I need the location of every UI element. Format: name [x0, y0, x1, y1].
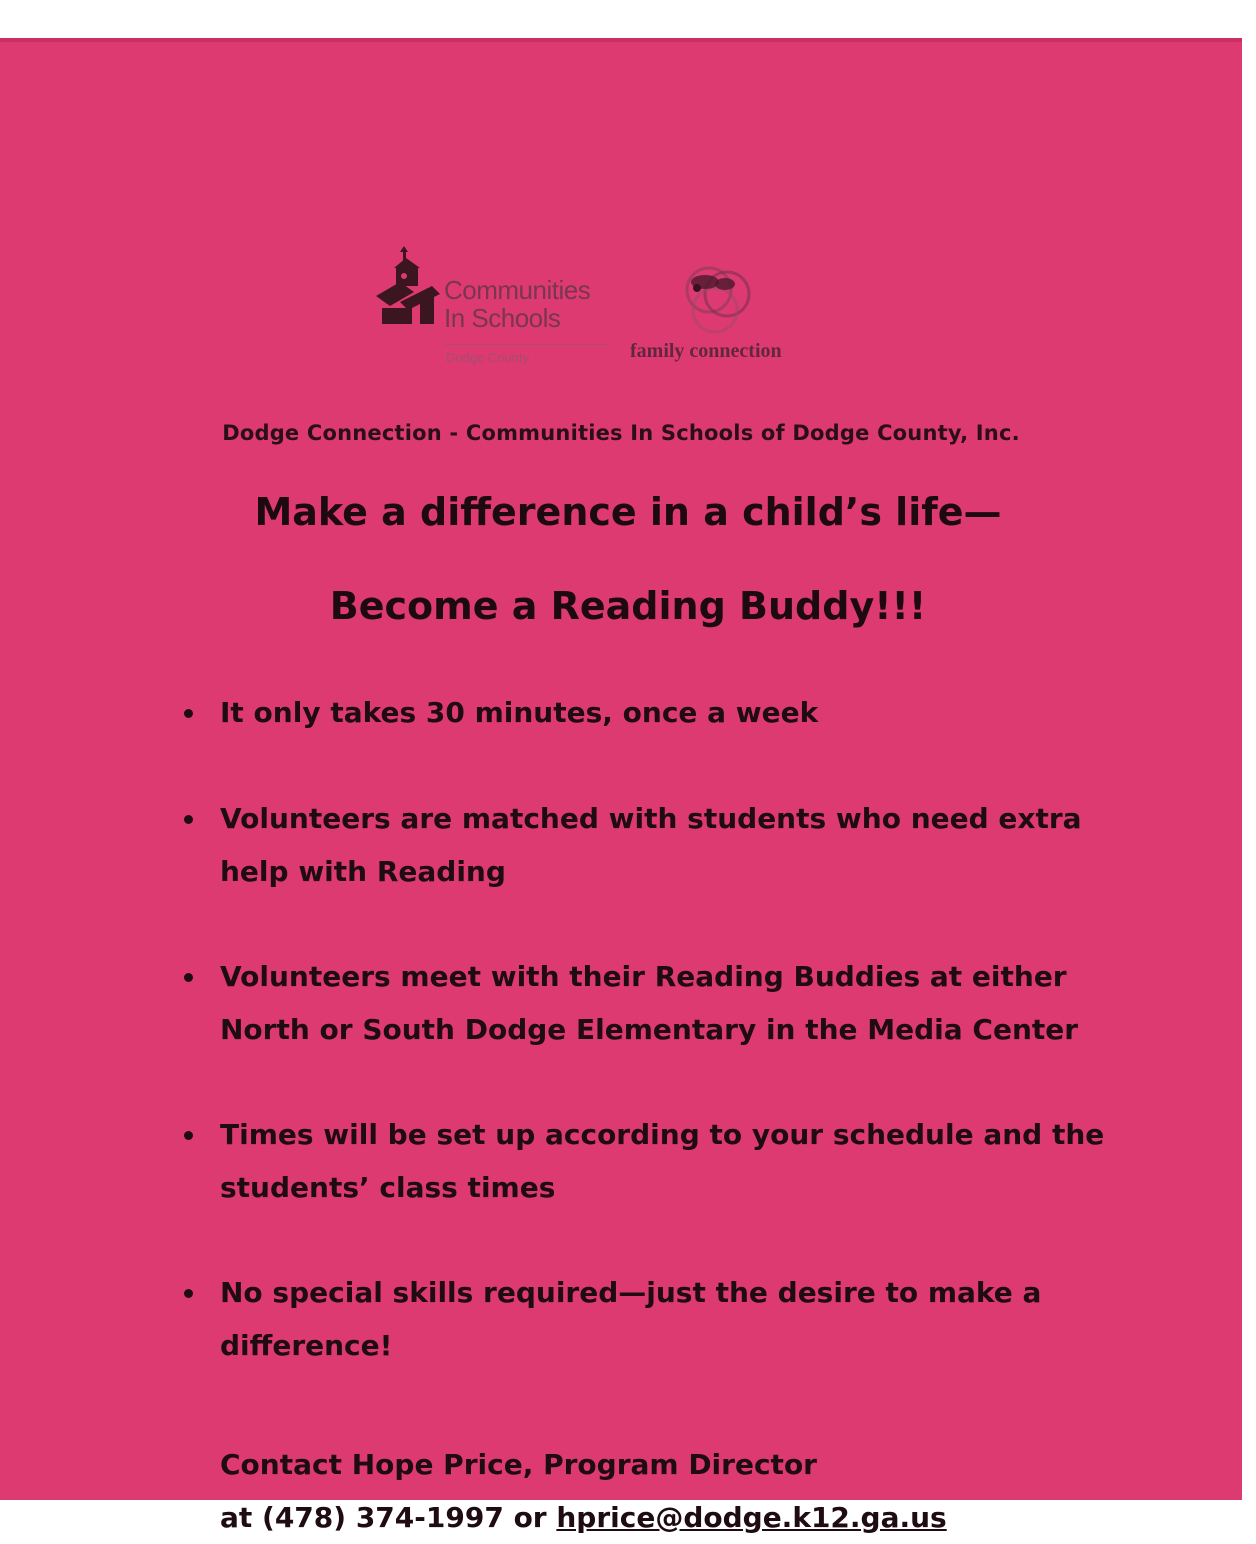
cis-wordmark-line1: Communities — [444, 275, 591, 305]
bullet-dot-icon — [184, 815, 193, 824]
headline-become-reading-buddy: Become a Reading Buddy!!! — [329, 584, 927, 628]
bullet-text: Volunteers meet with their Reading Buddies at either North or South Dodge Elementary in the Media Center — [220, 960, 1079, 1046]
contact-name-line: Contact Hope Price, Program Director — [220, 1448, 817, 1481]
cis-wordmark-line2: In Schools — [444, 303, 561, 333]
bullet-item — [180, 1108, 1140, 1214]
bullet-dot-icon — [184, 1289, 193, 1298]
bullet-text: Volunteers are matched with students who need extra help with Reading — [220, 802, 1082, 888]
bullet-dot-icon — [184, 973, 193, 982]
family-connection-circles-icon — [665, 260, 765, 346]
bullet-dot-icon — [184, 709, 193, 718]
headline-make-a-difference: Make a difference in a child’s life— — [254, 490, 1002, 534]
bullet-text: No special skills required—just the desire to make a difference! — [220, 1276, 1042, 1362]
bullet-text: It only takes 30 minutes, once a week — [220, 696, 819, 729]
cis-wordmark — [444, 276, 634, 332]
bullet-item — [180, 950, 1140, 1056]
contact-phone: at (478) 374-1997 or — [220, 1501, 557, 1534]
bullet-item — [180, 686, 1140, 739]
bullet-text: Times will be set up according to your schedule and the students’ class times — [220, 1118, 1105, 1204]
flyer-page — [0, 38, 1242, 1534]
cis-divider — [444, 344, 610, 345]
organization-line: Dodge Connection - Communities In Schools of Dodge County, Inc. — [222, 421, 1020, 445]
bullet-dot-icon — [184, 1131, 193, 1140]
contact-phone-line — [220, 1491, 1120, 1544]
contact-email-link[interactable]: hprice@dodge.k12.ga.us — [556, 1501, 947, 1534]
schoolhouse-icon — [370, 246, 446, 338]
cis-county: Dodge County — [446, 350, 530, 365]
family-connection-logo — [620, 260, 830, 380]
family-connection-wordmark: family connection — [630, 340, 782, 362]
communities-in-schools-logo — [370, 246, 620, 366]
contact-block — [220, 1438, 1120, 1544]
bullet-item — [180, 792, 1140, 898]
bullet-item — [180, 1266, 1140, 1372]
